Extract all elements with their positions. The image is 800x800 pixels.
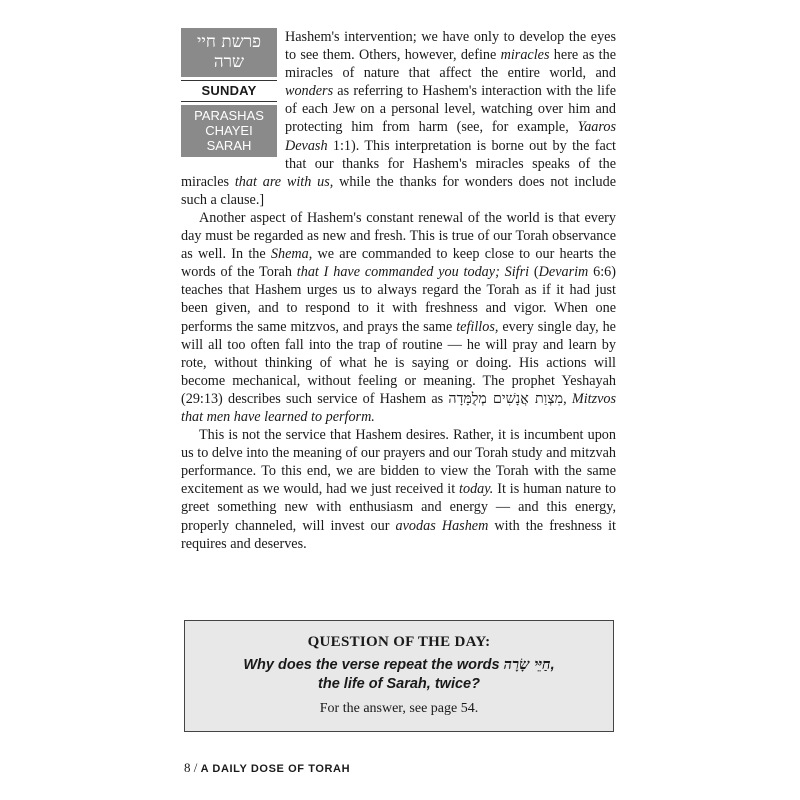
body-text (181, 28, 616, 553)
hebrew-parasha-title: פרשת חיי שרה (181, 28, 277, 77)
answer-reference: For the answer, see page 54. (319, 701, 479, 716)
day-label: SUNDAY (181, 80, 277, 102)
paragraph: This is not the service that Hashem desires. Rather, it is incumbent upon us to delve into the meaning of our prayers and our Torah study and mitzvah performance. To this end, we are bidden to view the Torah with the same excitement as we would, had we just received it today. It is human nature to greet something new with enthusiasm and energy — and this energy, properly channeled, will invest our avodas Hashem with the freshness it requires and deserves. (181, 427, 616, 552)
hebrew-quote: מִצְוַת אֲנָשִׁים מְלֻמָּדָה (448, 390, 564, 407)
page-number: 8 (184, 760, 191, 775)
question-text: Why does the verse repeat the words חַיֵּי שָׂרָה, the life of Sarah, twice? (243, 656, 555, 692)
question-hebrew: חַיֵּי שָׂרָה (503, 656, 551, 673)
parashas-line: SARAH (206, 138, 252, 153)
paragraph: Hashem's intervention; we have only to develop the eyes to see them. Others, however, define miracles here as the miracles of nature that affect the entire world, and wonders as referring to Hashem's interaction with the life of each Jew on a personal level, watching over him and protecting him from harm (see, for example, Yaaros Devash 1:1). This interpretation is borne out by the fact that our thanks for Hashem's miracles speaks of the miracles that are with us, while the thanks for wonders does not include such a clause.] (181, 29, 617, 208)
question-title: QUESTION OF THE DAY: (307, 634, 491, 650)
parashas-line: CHAYEI (205, 123, 253, 138)
book-title: A DAILY DOSE OF TORAH (200, 763, 351, 775)
paragraph: Another aspect of Hashem's constant renewal of the world is that every day must be regarded as new and fresh. This is true of our Torah observance as well. In the Shema, we are commanded to keep close to our hearts the words of the Torah that I have commanded you today; Sifri (Devarim 6:6) teaches that Hashem urges us to always regard the Torah as if it had just been given, and to respond to it with freshness and vigor. When one performs the same mitzvos, and prays the same tefillos, every single day, he will all too often fall into the trap of routine — he will pray and learn by rote, without thinking of what he is saying or doing. His actions will become mechanical, without feeling or meaning. The prophet Yeshayah (29:13) describes such service of Hashem as מִצְוַת אֲנָשִׁים מְלֻמָּדָה, Mitzvos that men have learned to perform. (181, 209, 617, 425)
question-of-the-day-box (184, 620, 614, 732)
page-footer: 8 / A DAILY DOSE OF TORAH (184, 760, 351, 775)
parashas-line: PARASHAS (194, 108, 264, 123)
